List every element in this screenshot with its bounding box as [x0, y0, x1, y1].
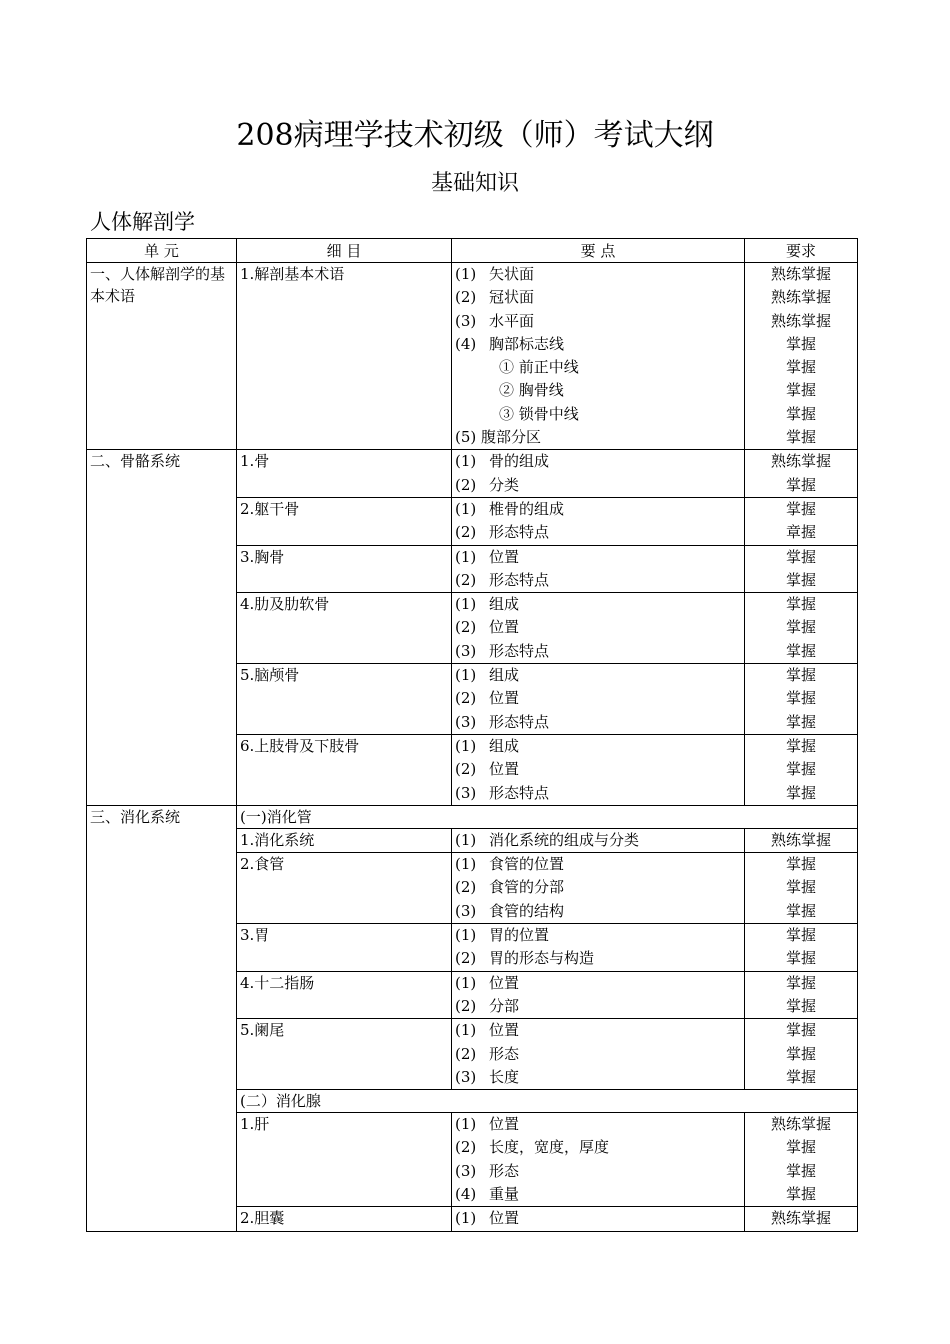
point-item — [455, 1136, 744, 1159]
point-text: 胃的形态与构造 — [489, 949, 595, 968]
point-number: (1) — [455, 666, 477, 685]
requirement-value: 掌握 — [785, 760, 816, 779]
point-cell — [452, 1207, 745, 1231]
requirement-cell — [745, 1113, 858, 1207]
header-unit: 单 元 — [87, 239, 237, 263]
point-text: 食管的结构 — [489, 901, 565, 920]
point-item — [455, 356, 744, 379]
section-heading: 人体解剖学 — [90, 210, 195, 234]
unit-cell: 二、骨骼系统 — [87, 450, 237, 805]
point-text: (5) 腹部分区 — [455, 428, 542, 447]
requirement-cell — [745, 828, 858, 852]
requirement-value: 掌握 — [785, 618, 816, 637]
requirement-cell — [745, 664, 858, 735]
requirement-value: 掌握 — [785, 855, 816, 874]
point-text: 骨的组成 — [489, 452, 550, 471]
requirement-value: 掌握 — [785, 926, 816, 945]
point-text: 分部 — [489, 996, 520, 1015]
point-text: 消化系统的组成与分类 — [489, 830, 640, 849]
point-number: (2) — [455, 618, 477, 637]
requirement-value: 掌握 — [785, 712, 816, 731]
detail-label: 3.胸骨 — [240, 547, 285, 566]
requirement-value: 掌握 — [785, 1161, 816, 1180]
point-text: 分类 — [489, 475, 520, 494]
header-detail: 细 目 — [237, 239, 452, 263]
point-cell — [452, 1113, 745, 1207]
point-item — [455, 593, 744, 616]
outline-table — [86, 238, 858, 1232]
point-item — [455, 876, 744, 899]
document-title: 208病理学技术初级（师）考试大纲 — [236, 118, 714, 153]
point-item — [455, 664, 744, 687]
point-number: (2) — [455, 288, 477, 307]
point-number: (1) — [455, 736, 477, 755]
requirement-value: 掌握 — [785, 1044, 816, 1063]
point-text: 位置 — [489, 1209, 520, 1228]
point-text: ③ 锁骨中线 — [499, 404, 579, 423]
requirement-value: 掌握 — [785, 641, 816, 660]
point-number: (2) — [455, 760, 477, 779]
point-number: (2) — [455, 689, 477, 708]
detail-cell — [237, 971, 452, 1019]
point-number: (1) — [455, 499, 477, 518]
point-number: (2) — [455, 949, 477, 968]
detail-cell — [237, 263, 452, 450]
unit-cell: 三、消化系统 — [87, 805, 237, 1231]
point-item — [455, 687, 744, 710]
detail-label: 2.胆囊 — [240, 1209, 285, 1228]
point-number: (3) — [455, 712, 477, 731]
point-text: 椎骨的组成 — [489, 499, 565, 518]
requirement-value: 掌握 — [785, 1184, 816, 1203]
requirement-value: 掌握 — [785, 428, 816, 447]
point-text: 食管的分部 — [489, 878, 565, 897]
point-item — [455, 1066, 744, 1089]
detail-label: 1.肝 — [240, 1115, 270, 1134]
point-cell — [452, 664, 745, 735]
requirement-value: 掌握 — [785, 475, 816, 494]
requirement-value: 掌握 — [785, 949, 816, 968]
requirement-value: 掌握 — [785, 1067, 816, 1086]
point-cell — [452, 924, 745, 972]
point-item — [455, 1043, 744, 1066]
outline-body — [87, 263, 858, 1232]
requirement-cell — [745, 497, 858, 545]
point-cell — [452, 497, 745, 545]
detail-cell — [237, 1113, 452, 1207]
point-number: (3) — [455, 1067, 477, 1086]
point-item — [455, 450, 744, 473]
requirement-value: 掌握 — [785, 1021, 816, 1040]
point-item — [455, 947, 744, 970]
requirement-value: 掌握 — [785, 973, 816, 992]
point-item — [455, 640, 744, 663]
requirement-value: 熟练掌握 — [770, 311, 831, 330]
point-number: (3) — [455, 641, 477, 660]
point-text: 位置 — [489, 973, 520, 992]
detail-label: 2.躯干骨 — [240, 499, 300, 518]
point-number: (2) — [455, 523, 477, 542]
point-text: 形态 — [489, 1044, 520, 1063]
requirement-value: 掌握 — [785, 901, 816, 920]
detail-label: 2.食管 — [240, 855, 285, 874]
detail-cell — [237, 734, 452, 805]
requirement-value: 掌握 — [785, 404, 816, 423]
point-text: ② 胸骨线 — [499, 381, 564, 400]
point-number: (1) — [455, 1209, 477, 1228]
requirement-cell — [745, 734, 858, 805]
point-item — [455, 924, 744, 947]
point-text: 位置 — [489, 547, 520, 566]
point-item — [455, 379, 744, 402]
point-item — [455, 1183, 744, 1206]
requirement-value: 掌握 — [785, 996, 816, 1015]
detail-label: 4.十二指肠 — [240, 973, 315, 992]
point-text: 形态特点 — [489, 523, 550, 542]
detail-cell — [237, 664, 452, 735]
detail-cell — [237, 828, 452, 852]
requirement-value: 掌握 — [785, 666, 816, 685]
requirement-cell — [745, 971, 858, 1019]
header-row — [87, 239, 858, 263]
point-cell — [452, 593, 745, 664]
point-text: 长度，宽度，厚度 — [489, 1138, 610, 1157]
point-item — [455, 735, 744, 758]
point-number: (4) — [455, 334, 477, 353]
point-item — [455, 1019, 744, 1042]
point-text: 长度 — [489, 1067, 520, 1086]
detail-label: 5.阑尾 — [240, 1021, 285, 1040]
point-cell — [452, 828, 745, 852]
point-item — [455, 1207, 744, 1230]
point-cell — [452, 545, 745, 593]
detail-label: 6.上肢骨及下肢骨 — [240, 736, 360, 755]
point-number: (1) — [455, 830, 477, 849]
point-item — [455, 995, 744, 1018]
requirement-value: 熟练掌握 — [770, 452, 831, 471]
point-item — [455, 474, 744, 497]
point-number: (3) — [455, 901, 477, 920]
document-subtitle: 基础知识 — [430, 171, 519, 196]
point-text: 食管的位置 — [489, 855, 565, 874]
requirement-value: 掌握 — [785, 570, 816, 589]
detail-label: 1.骨 — [240, 452, 270, 471]
subheading-cell: (二）消化腺 — [237, 1090, 858, 1113]
point-item — [455, 1113, 744, 1136]
point-text: 冠状面 — [489, 288, 535, 307]
point-text: 位置 — [489, 1115, 520, 1134]
subheading-cell: (一)消化管 — [237, 805, 858, 828]
point-number: (2) — [455, 996, 477, 1015]
point-text: 位置 — [489, 1021, 520, 1040]
point-number: (3) — [455, 783, 477, 802]
point-item — [455, 853, 744, 876]
point-item — [455, 333, 744, 356]
point-text: 位置 — [489, 760, 520, 779]
detail-cell — [237, 497, 452, 545]
point-text: 形态特点 — [489, 641, 550, 660]
point-number: (1) — [455, 547, 477, 566]
requirement-value: 掌握 — [785, 547, 816, 566]
point-cell — [452, 734, 745, 805]
detail-label: 3.胃 — [240, 926, 270, 945]
requirement-value: 熟练掌握 — [770, 1115, 831, 1134]
point-item — [455, 900, 744, 923]
point-item — [455, 782, 744, 805]
requirement-value: 掌握 — [785, 878, 816, 897]
point-number: (2) — [455, 1044, 477, 1063]
point-item — [455, 711, 744, 734]
point-number: (1) — [455, 973, 477, 992]
point-cell — [452, 263, 745, 450]
requirement-value: 熟练掌握 — [770, 1209, 831, 1228]
detail-cell — [237, 593, 452, 664]
detail-cell — [237, 853, 452, 924]
point-number: (1) — [455, 1115, 477, 1134]
point-number: (1) — [455, 855, 477, 874]
point-number: (1) — [455, 1021, 477, 1040]
detail-cell — [237, 924, 452, 972]
point-text: 形态特点 — [489, 570, 550, 589]
point-item — [455, 521, 744, 544]
requirement-cell — [745, 450, 858, 498]
table-row — [87, 263, 858, 450]
requirement-cell — [745, 263, 858, 450]
header-point: 要 点 — [452, 239, 745, 263]
point-text: 水平面 — [489, 311, 535, 330]
point-cell — [452, 853, 745, 924]
point-item — [455, 758, 744, 781]
requirement-value: 掌握 — [785, 783, 816, 802]
detail-label: 4.肋及肋软骨 — [240, 595, 330, 614]
detail-cell — [237, 1019, 452, 1090]
point-text: 形态特点 — [489, 783, 550, 802]
point-item — [455, 546, 744, 569]
point-number: (4) — [455, 1184, 477, 1203]
point-text: 组成 — [489, 736, 520, 755]
point-text: 矢状面 — [489, 265, 535, 283]
table-row — [87, 450, 858, 498]
detail-label: 5.脑颅骨 — [240, 666, 300, 685]
point-text: 形态 — [489, 1161, 520, 1180]
subheading-row — [87, 805, 858, 828]
point-item — [455, 263, 744, 286]
point-item — [455, 972, 744, 995]
point-text: 胃的位置 — [489, 926, 550, 945]
point-number: (2) — [455, 878, 477, 897]
point-text: 组成 — [489, 595, 520, 614]
point-number: (3) — [455, 1161, 477, 1180]
requirement-value: 熟练掌握 — [770, 265, 831, 283]
requirement-cell — [745, 545, 858, 593]
point-number: (1) — [455, 926, 477, 945]
point-number: (1) — [455, 595, 477, 614]
requirement-cell — [745, 1207, 858, 1231]
requirement-value: 章握 — [785, 523, 816, 542]
detail-label: 1.消化系统 — [240, 830, 315, 849]
point-text: 形态特点 — [489, 712, 550, 731]
point-item — [455, 1160, 744, 1183]
requirement-value: 掌握 — [785, 689, 816, 708]
requirement-value: 熟练掌握 — [770, 288, 831, 307]
detail-cell — [237, 1207, 452, 1231]
requirement-cell — [745, 853, 858, 924]
detail-cell — [237, 450, 452, 498]
point-cell — [452, 450, 745, 498]
requirement-value: 掌握 — [785, 358, 816, 377]
requirement-value: 掌握 — [785, 499, 816, 518]
point-item — [455, 286, 744, 309]
point-item — [455, 310, 744, 333]
detail-cell — [237, 545, 452, 593]
detail-label: 1.解剖基本术语 — [240, 265, 345, 283]
unit-cell: 一、人体解剖学的基本术语 — [87, 263, 237, 450]
point-number: (1) — [455, 265, 477, 283]
requirement-cell — [745, 924, 858, 972]
point-number: (3) — [455, 311, 477, 330]
point-text: ① 前正中线 — [499, 358, 579, 377]
requirement-value: 掌握 — [785, 381, 816, 400]
point-item — [455, 569, 744, 592]
requirement-cell — [745, 593, 858, 664]
point-item — [455, 498, 744, 521]
requirement-value: 掌握 — [785, 595, 816, 614]
point-number: (2) — [455, 570, 477, 589]
requirement-value: 掌握 — [785, 736, 816, 755]
point-text: 位置 — [489, 689, 520, 708]
point-text: 胸部标志线 — [489, 334, 565, 353]
point-text: 组成 — [489, 666, 520, 685]
requirement-cell — [745, 1019, 858, 1090]
point-cell — [452, 1019, 745, 1090]
header-requirement: 要求 — [745, 239, 858, 263]
point-number: (2) — [455, 1138, 477, 1157]
point-item — [455, 403, 744, 426]
point-item — [455, 829, 744, 852]
requirement-value: 掌握 — [785, 1138, 816, 1157]
point-text: 位置 — [489, 618, 520, 637]
point-number: (2) — [455, 475, 477, 494]
requirement-value: 掌握 — [785, 334, 816, 353]
point-cell — [452, 971, 745, 1019]
point-item — [455, 426, 744, 449]
point-text: 重量 — [489, 1184, 520, 1203]
point-item — [455, 616, 744, 639]
point-number: (1) — [455, 452, 477, 471]
requirement-value: 熟练掌握 — [770, 830, 831, 849]
